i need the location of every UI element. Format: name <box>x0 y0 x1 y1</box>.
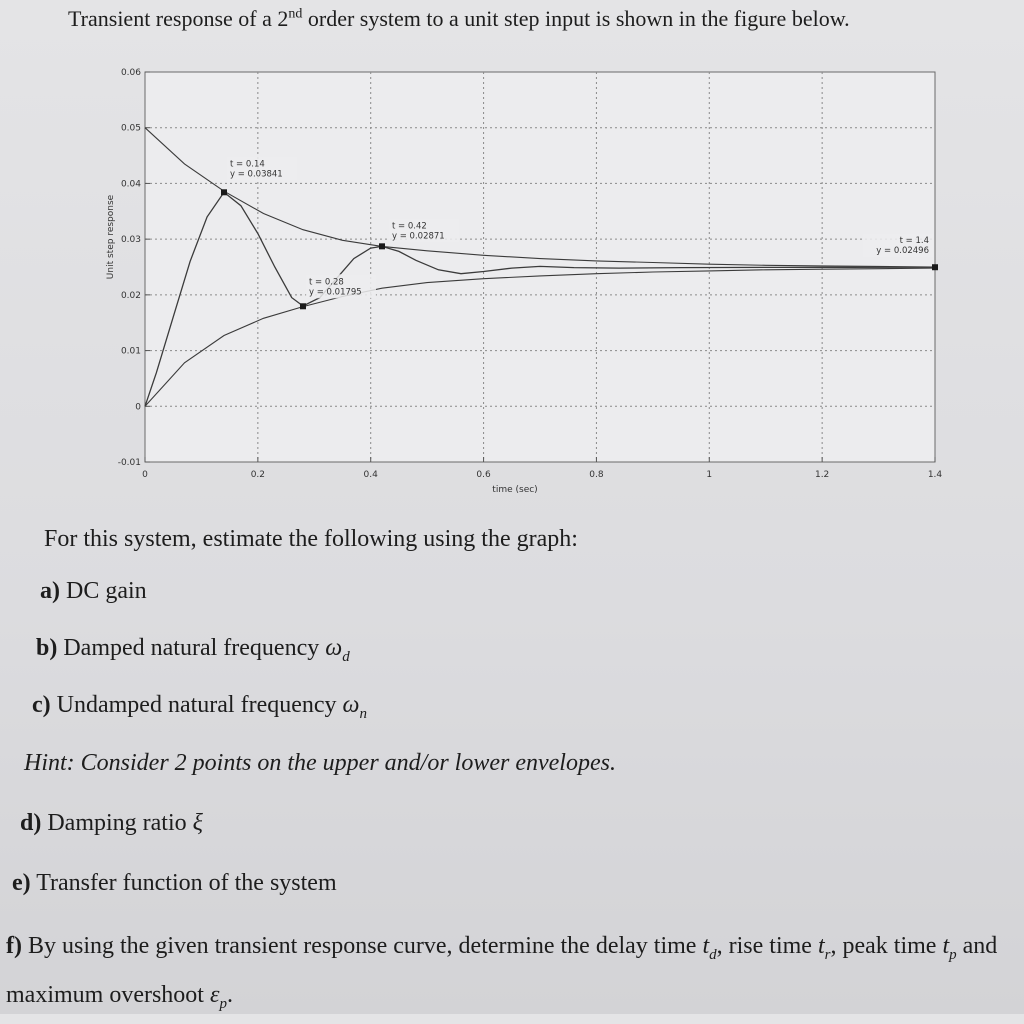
question-b-text: Damped natural frequency <box>57 635 326 661</box>
x-tick-label: 1.2 <box>814 470 830 480</box>
y-tick-label: 0.01 <box>120 346 141 357</box>
y-tick-label: 0.03 <box>120 235 141 246</box>
question-f-text5: . <box>226 981 233 1008</box>
datatip-y-label: y = 0.02496 <box>876 246 929 257</box>
question-e-label: e) <box>12 870 31 896</box>
tr-symbol: t <box>817 933 825 959</box>
question-e <box>12 870 337 897</box>
question-a-text: DC gain <box>60 578 147 604</box>
step-response-figure <box>95 62 945 507</box>
x-tick-label: 1.4 <box>927 470 943 480</box>
y-tick-label: 0.02 <box>120 290 141 301</box>
question-f <box>6 926 1018 1024</box>
x-tick-label: 0.6 <box>476 470 491 480</box>
question-f-text3: , peak time <box>830 933 943 959</box>
tr-subscript: r <box>824 946 831 963</box>
title-text-rest: order system to a unit step input is shown in the figure below. <box>302 6 850 31</box>
td-symbol: t <box>702 933 710 959</box>
question-f-text4: and maximum overshoot <box>6 933 998 1008</box>
x-tick-label: 0.4 <box>363 470 378 480</box>
datatip-marker <box>300 303 306 309</box>
datatip-t-label: t = 0.28 <box>309 277 344 288</box>
xi-symbol: ξ <box>192 810 203 836</box>
omega-d-subscript: d <box>342 648 350 665</box>
y-tick-label: 0.04 <box>120 179 141 190</box>
question-c <box>32 692 367 723</box>
x-tick-label: 1 <box>706 470 713 480</box>
y-tick-label: 0 <box>135 402 141 413</box>
question-e-text: Transfer function of the system <box>30 870 337 896</box>
hint-text: Hint: Consider 2 points on the upper and/or lower envelopes. <box>24 750 616 776</box>
question-b-label: b) <box>36 635 58 661</box>
x-tick-label: 0.2 <box>250 470 266 480</box>
x-tick-label: 0 <box>142 470 148 480</box>
tp-symbol: t <box>942 933 950 959</box>
question-d-text: Damping ratio <box>41 810 193 836</box>
omega-d-symbol: ω <box>325 635 343 661</box>
tp-subscript: p <box>949 946 957 963</box>
datatip-marker <box>932 264 938 270</box>
title-superscript: nd <box>288 6 303 22</box>
question-d <box>20 810 203 837</box>
td-subscript: d <box>709 946 717 963</box>
y-tick-label: -0.01 <box>117 458 141 468</box>
x-tick-label: 0.8 <box>589 470 604 480</box>
question-f-label: f) <box>6 933 22 959</box>
question-f-text1: By using the given transient response curve, determine the delay time <box>21 933 703 959</box>
datatip-t-label: t = 0.42 <box>392 221 427 232</box>
y-tick-label: 0.05 <box>120 123 141 134</box>
datatip-marker <box>221 189 227 195</box>
question-d-label: d) <box>20 810 42 836</box>
question-a <box>40 578 147 605</box>
question-a-label: a) <box>40 578 60 604</box>
question-c-text: Undamped natural frequency <box>50 692 343 718</box>
question-c-label: c) <box>32 692 51 718</box>
question-b <box>36 635 350 666</box>
step-response-chart <box>95 62 945 502</box>
datatip-y-label: y = 0.02871 <box>392 231 445 242</box>
ep-subscript: p <box>219 995 227 1012</box>
problem-title <box>68 6 850 32</box>
datatip-y-label: y = 0.01795 <box>309 287 362 298</box>
question-f-text2: , rise time <box>716 933 818 959</box>
question-intro: For this system, estimate the following using the graph: <box>44 526 578 552</box>
datatip-marker <box>379 243 385 249</box>
ep-symbol: ε <box>209 981 220 1008</box>
title-text: Transient response of a 2 <box>68 6 289 31</box>
y-axis-label: Unit step response <box>106 194 116 280</box>
datatip-y-label: y = 0.03841 <box>230 169 283 180</box>
omega-n-symbol: ω <box>342 692 360 718</box>
x-axis-label: time (sec) <box>492 485 538 495</box>
omega-n-subscript: n <box>359 705 367 722</box>
datatip-t-label: t = 1.4 <box>899 236 929 247</box>
datatip-t-label: t = 0.14 <box>230 159 265 170</box>
y-tick-label: 0.06 <box>120 68 141 78</box>
